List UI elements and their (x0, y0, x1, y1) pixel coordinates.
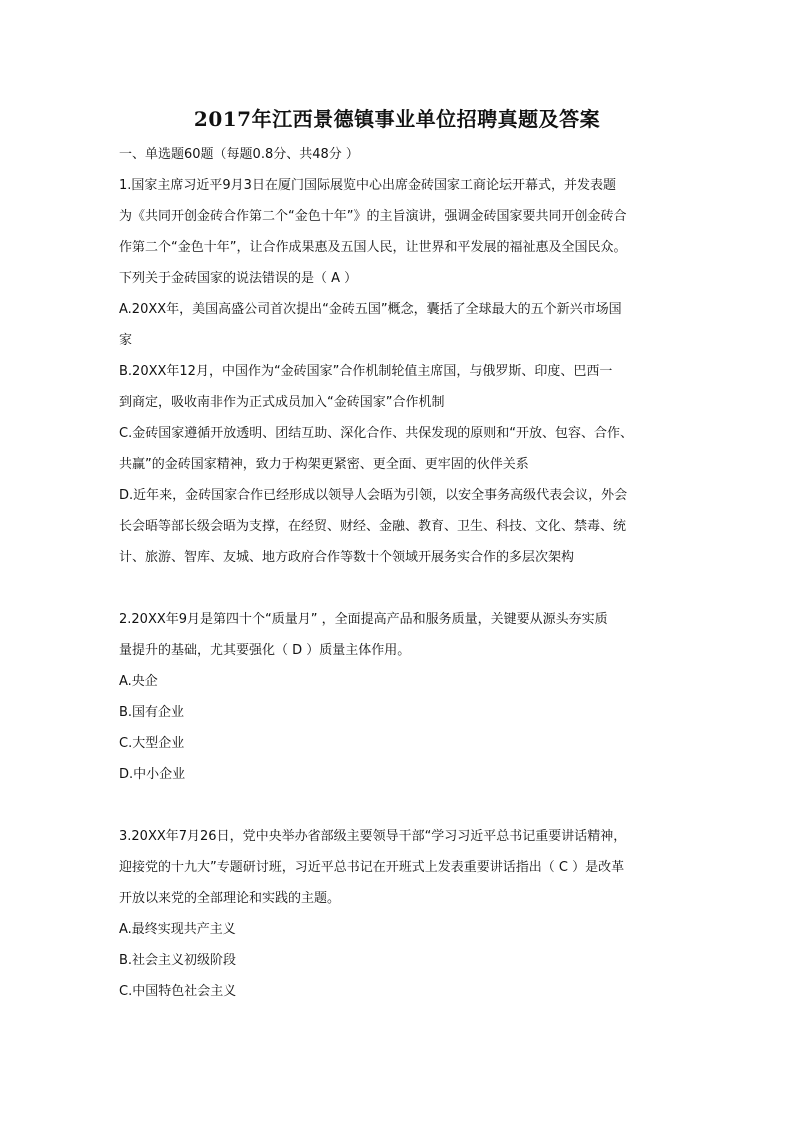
question-2-option-b: B.国有企业 (119, 705, 185, 720)
question-2-option-a: A.央企 (119, 674, 158, 689)
question-3-option-c: C.中国特色社会主义 (119, 984, 237, 999)
question-3-text-line: 3.20XX年7月26日，党中央举办省部级主要领导干部“学习习近平总书记重要讲话精神， (119, 829, 627, 844)
question-1-option-b: B.20XX年12月，中国作为“金砖国家”合作机制轮值主席国，与俄罗斯、印度、巴西一 (119, 364, 613, 379)
question-1-option-d: D.近年来，金砖国家合作已经形成以领导人会晤为引领，以安全事务高级代表会议，外会 (119, 488, 628, 503)
question-1-text-line: 1.国家主席习近平9月3日在厦门国际展览中心出席金砖国家工商论坛开幕式，并发表题 (119, 178, 616, 193)
question-1-text-line: 作第二个“金色十年”，让合作成果惠及五国人民，让世界和平发展的福祉惠及全国民众。 (119, 240, 627, 255)
question-1-option-c: C.金砖国家遵循开放透明、团结互助、深化合作、共保发现的原则和“开放、包容、合作、 (119, 426, 633, 441)
document-title: 2017年江西景德镇事业单位招聘真题及答案 (193, 107, 601, 131)
question-1-option-d: 长会晤等部长级会晤为支撑，在经贸、财经、金融、教育、卫生、科技、文化、禁毒、统 (119, 519, 627, 534)
question-1-option-a: 家 (119, 333, 133, 348)
question-1-option-a: A.20XX年，美国高盛公司首次提出“金砖五国”概念，囊括了全球最大的五个新兴市场国 (119, 302, 622, 317)
question-1-option-c: 共赢”的金砖国家精神，致力于构架更紧密、更全面、更牢固的伙伴关系 (119, 457, 529, 472)
question-2-text-line: 2.20XX年9月是第四十个“质量月” ，全面提高产品和服务质量，关键要从源头夯实质 (119, 612, 608, 627)
question-2-text-line: 量提升的基础，尤其要强化（ D ）质量主体作用。 (119, 643, 411, 658)
question-1-option-d: 计、旅游、智库、友城、地方政府合作等数十个领域开展务实合作的多层次架构 (119, 550, 575, 565)
question-1-text-line: 下列关于金砖国家的说法错误的是（ A ） (119, 271, 358, 286)
question-1-option-b: 到商定，吸收南非作为正式成员加入“金砖国家”合作机制 (119, 395, 445, 410)
section-header: 一、单选题60题（每题0.8分、共48分 ） (119, 147, 359, 162)
question-2-option-d: D.中小企业 (119, 767, 186, 782)
question-1-text-line: 为《共同开创金砖合作第二个“金色十年”》的主旨演讲，强调金砖国家要共同开创金砖合 (119, 209, 627, 224)
question-3-text-line: 迎接党的十九大”专题研讨班，习近平总书记在开班式上发表重要讲话指出（ C ）是改革 (119, 860, 625, 875)
question-3-option-b: B.社会主义初级阶段 (119, 953, 237, 968)
question-2-option-c: C.大型企业 (119, 736, 185, 751)
question-3-option-a: A.最终实现共产主义 (119, 922, 236, 937)
question-3-text-line: 开放以来党的全部理论和实践的主题。 (119, 891, 341, 906)
